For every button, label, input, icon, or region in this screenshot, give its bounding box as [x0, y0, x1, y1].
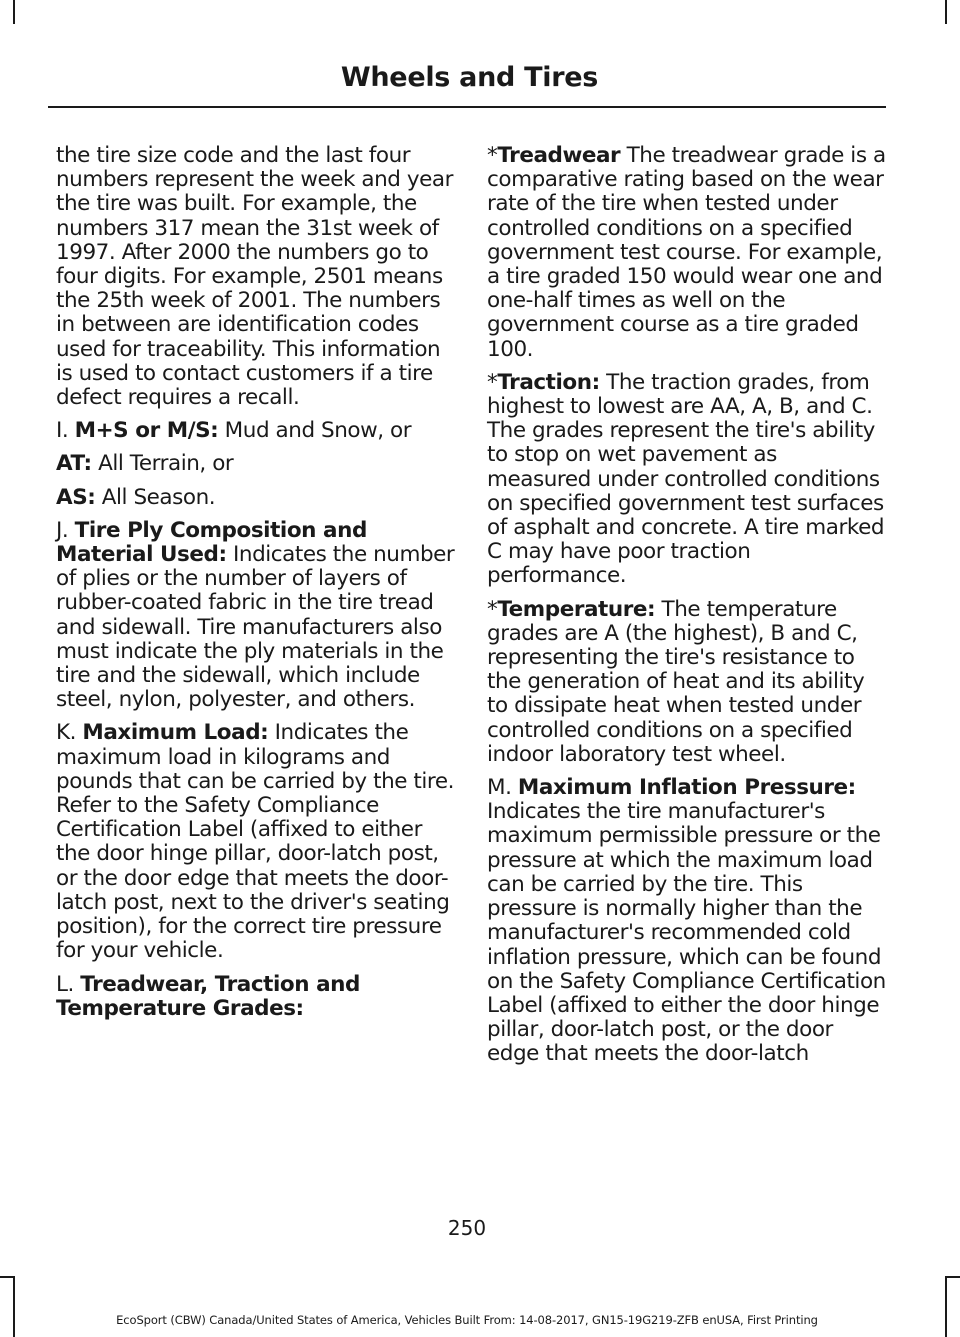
paragraph-traction: *Traction: The traction grades, from highest to lowest are AA, A, B, and C. The grades represent the tire's ability to stop on wet pavement as measured under controlled conditions on specified government test surfaces of asphalt and concrete. A tire marked C may have poor traction performance.	[487, 369, 885, 589]
crop-mark-bottom-left-h	[0, 1276, 15, 1278]
page-number: 250	[447, 1216, 487, 1240]
paragraph-treadwear: *Treadwear The treadwear grade is a comparative rating based on the wear rate of the tire when tested under controlled conditions on a specified government test course. For example, a tire graded 150 would wear one and one-half times as well on the government course as a tire graded 100.	[487, 143, 886, 362]
paragraph-temperature: *Temperature: The temperature grades are A (the highest), B and C, representing the tire's resistance to the generation of heat and its ability to dissipate heat when tested under controlled conditions on a specified indoor laboratory test wheel.	[487, 596, 865, 767]
term-traction: Traction:	[497, 369, 600, 395]
term-all-season: AS:	[56, 484, 96, 510]
crop-mark-bottom-right	[945, 1276, 947, 1337]
paragraph-grades-heading: L. Treadwear, Traction and Temperature Grades:	[56, 971, 360, 1021]
term-all-terrain: AT:	[56, 451, 92, 477]
term-maximum-load: Maximum Load:	[82, 720, 269, 746]
term-grades: Treadwear, Traction and Temperature Grades:	[56, 971, 360, 1021]
paragraph-mud-snow: I. M+S or M/S: Mud and Snow, or	[56, 418, 412, 444]
crop-mark-bottom-right-h	[945, 1276, 960, 1278]
page-title: Wheels and Tires	[340, 62, 598, 93]
left-column	[56, 144, 456, 1030]
crop-mark-top-left	[13, 0, 15, 24]
crop-mark-top-right	[945, 0, 947, 24]
term-max-inflation: Maximum Inflation Pressure:	[517, 775, 856, 801]
header-divider	[48, 106, 886, 108]
crop-mark-bottom-left	[13, 1276, 15, 1337]
term-mud-snow: M+S or M/S:	[74, 418, 219, 444]
term-temperature: Temperature:	[497, 596, 656, 622]
term-ply-composition: Tire Ply Composition and Material Used:	[56, 517, 367, 568]
right-column	[487, 144, 887, 1076]
paragraph-ply-composition: J. Tire Ply Composition and Material Used: Indicates the number of plies or the number of layers of rubber-coated fabric in the tire tread and sidewall. Tire manufacturers also must indicate the ply materials in the tire and the sidewall, which include steel, nylon, polyester, and others.	[56, 517, 455, 713]
footer-text: EcoSport (CBW) Canada/United States of America, Vehicles Built From: 14-08-2017, GN15-19G219-ZFB enUSA, First Printing	[116, 1313, 818, 1327]
paragraph-maximum-load: K. Maximum Load: Indicates the maximum load in kilograms and pounds that can be carried by the tire. Refer to the Safety Compliance Certification Label (affixed to either the door hinge pillar, door-latch post, or the door edge that meets the door-latch post, next to the driver's seating position), for the correct tire pressure for your vehicle.	[56, 720, 454, 964]
paragraph-all-season: AS: All Season.	[56, 484, 216, 510]
paragraph-date-code: the tire size code and the last four numbers represent the week and year the tire was built. For example, the numbers 317 mean the 31st week of 1997. After 2000 the numbers go to four digits. For example, 2501 means the 25th week of 2001. The numbers in between are identification codes used for traceability. This information is used to contact customers if a tire defect requires a recall.	[56, 143, 454, 411]
paragraph-all-terrain: AT: All Terrain, or	[56, 451, 234, 477]
paragraph-max-inflation: M. Maximum Inflation Pressure: Indicates the tire manufacturer's maximum permissible pressure or the pressure at which the maximum load can be carried by the tire. This pressure is normally higher than the manufacturer's recommended cold inflation pressure, which can be found on the Safety Compliance Certification Label (affixed to either the door hinge pillar, door-latch post, or the door edge that meets the door-latch	[487, 775, 886, 1067]
term-treadwear: Treadwear	[497, 143, 621, 168]
